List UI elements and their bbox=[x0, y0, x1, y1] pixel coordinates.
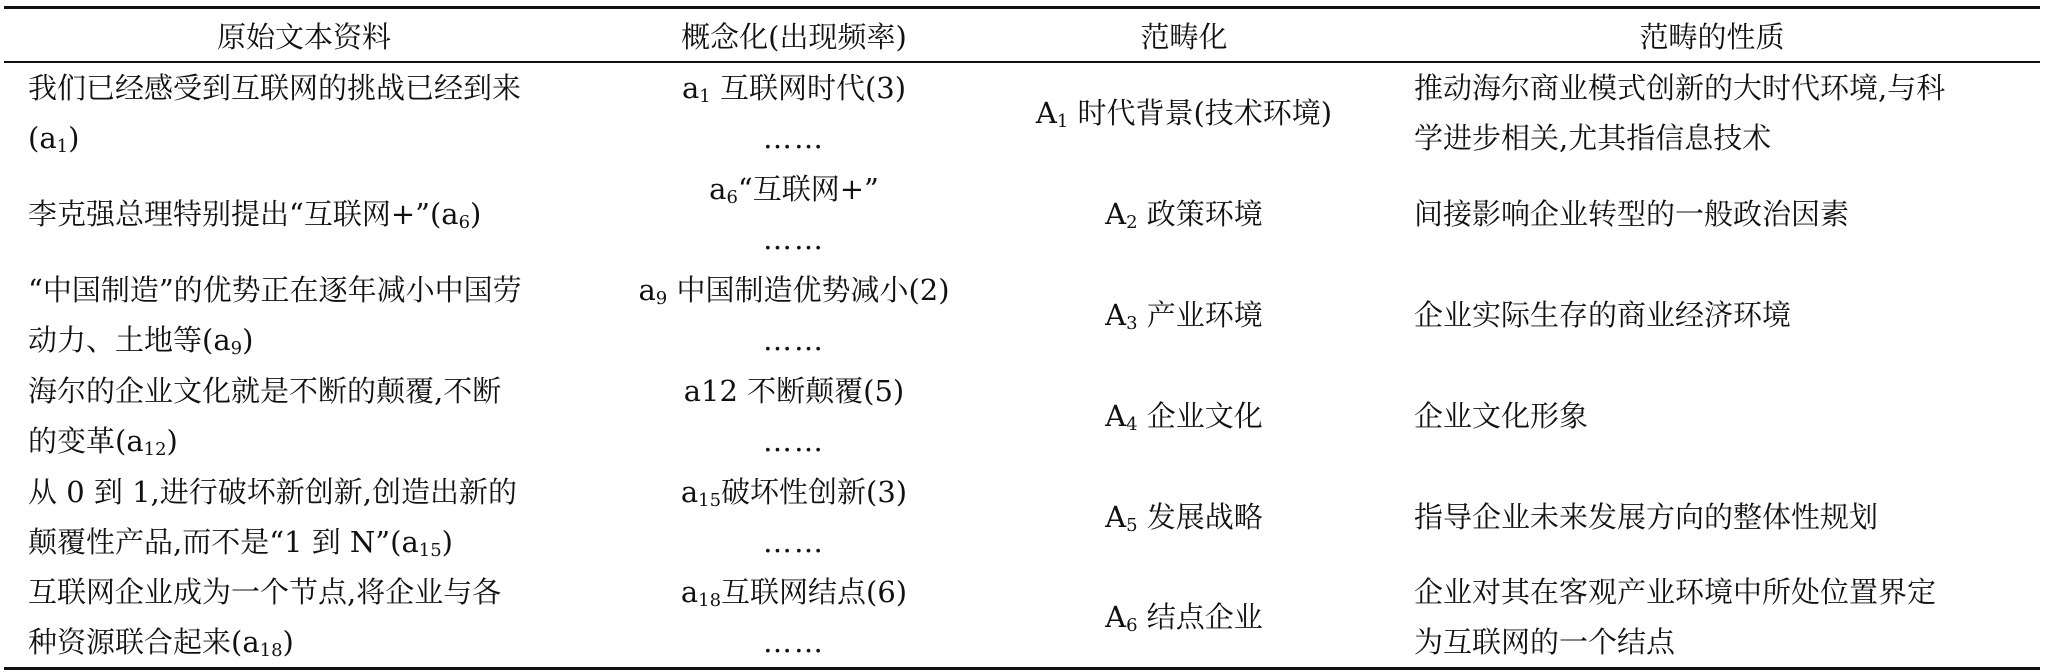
category-cell bbox=[984, 264, 1384, 365]
category-code: A bbox=[1035, 96, 1057, 130]
category-cell bbox=[984, 62, 1384, 163]
original-text-cell bbox=[4, 62, 604, 163]
category-code-subscript: 4 bbox=[1126, 413, 1138, 435]
category-code: A bbox=[1105, 398, 1127, 433]
category-code-subscript: 5 bbox=[1126, 514, 1138, 536]
header-category: 范畴化 bbox=[1140, 19, 1228, 54]
original-text-line bbox=[28, 517, 594, 567]
concept-ellipsis: …… bbox=[763, 524, 825, 559]
category-cell bbox=[984, 466, 1384, 567]
concept-label: 破坏性创新(3) bbox=[721, 474, 908, 509]
original-text-line: 海尔的企业文化就是不断的颠覆,不断 bbox=[28, 373, 502, 408]
text-code-subscript: 15 bbox=[418, 539, 442, 561]
category-label: 发展战略 bbox=[1146, 499, 1263, 534]
category-cell bbox=[984, 163, 1384, 264]
concept-cell bbox=[604, 264, 984, 365]
original-text-line: 从 0 到 1,进行破坏新创新,创造出新的 bbox=[28, 474, 517, 509]
property-cell bbox=[1384, 567, 2040, 669]
concept-line bbox=[604, 63, 984, 113]
text-code: a bbox=[39, 121, 57, 155]
property-cell bbox=[1384, 264, 2040, 365]
concept-line bbox=[604, 467, 984, 517]
table-row bbox=[4, 365, 2040, 466]
table-row bbox=[4, 567, 2040, 669]
concept-cell bbox=[604, 567, 984, 669]
text-code-subscript: 9 bbox=[230, 337, 243, 359]
property-line: 企业实际生存的商业经济环境 bbox=[1414, 297, 1792, 332]
text-code-subscript: 1 bbox=[56, 136, 69, 157]
property-line: 间接影响企业转型的一般政治因素 bbox=[1414, 196, 1850, 231]
original-text-cell bbox=[4, 466, 604, 567]
text-code: a bbox=[126, 423, 144, 458]
table-row bbox=[4, 466, 2040, 567]
coding-table bbox=[4, 6, 2040, 670]
concept-code: a12 bbox=[683, 373, 738, 408]
original-text-cell bbox=[4, 567, 604, 669]
property-line: 企业对其在客观产业环境中所处位置界定 bbox=[1414, 575, 1937, 609]
concept-ellipsis: …… bbox=[763, 221, 825, 256]
property-cell bbox=[1384, 365, 2040, 466]
concept-cell bbox=[604, 466, 984, 567]
concept-code: a bbox=[680, 474, 699, 509]
category-code-subscript: 1 bbox=[1056, 111, 1069, 132]
category-label: 结点企业 bbox=[1146, 600, 1263, 634]
original-text-tail-suffix: ) bbox=[242, 322, 254, 357]
header-concept: 概念化(出现频率) bbox=[681, 19, 907, 54]
concept-code: a bbox=[709, 171, 727, 206]
original-text-tail-suffix: ) bbox=[470, 196, 482, 231]
category-label: 时代背景(技术环境) bbox=[1077, 96, 1333, 130]
property-line: 企业文化形象 bbox=[1414, 398, 1589, 433]
concept-ellipsis: …… bbox=[763, 625, 825, 659]
category-code: A bbox=[1105, 499, 1127, 534]
table-row bbox=[4, 62, 2040, 163]
category-label: 企业文化 bbox=[1146, 398, 1263, 433]
original-text-line: 互联网企业成为一个节点,将企业与各 bbox=[28, 575, 502, 609]
original-text-tail: ( bbox=[28, 121, 40, 155]
text-code: a bbox=[441, 196, 459, 231]
concept-label: 中国制造优势减小(2) bbox=[676, 272, 950, 307]
category-code-subscript: 3 bbox=[1126, 312, 1138, 334]
concept-line bbox=[604, 567, 984, 617]
original-text-line bbox=[28, 617, 594, 667]
text-code: a bbox=[242, 625, 260, 659]
concept-ellipsis: …… bbox=[763, 121, 825, 155]
original-text-tail: 动力、土地等( bbox=[28, 322, 214, 357]
property-cell bbox=[1384, 62, 2040, 163]
property-line: 为互联网的一个结点 bbox=[1414, 625, 1676, 659]
property-cell bbox=[1384, 163, 2040, 264]
original-text-line bbox=[28, 315, 594, 365]
original-text-tail-suffix: ) bbox=[68, 121, 80, 155]
concept-ellipsis: …… bbox=[763, 423, 825, 458]
original-text-line: 我们已经感受到互联网的挑战已经到来 bbox=[28, 71, 522, 105]
concept-line bbox=[604, 265, 984, 315]
original-text-tail-suffix: ) bbox=[166, 423, 178, 458]
text-code: a bbox=[213, 322, 231, 357]
concept-label: 不断颠覆(5) bbox=[747, 373, 905, 408]
original-text-cell bbox=[4, 264, 604, 365]
original-text-line bbox=[28, 189, 594, 239]
category-code-subscript: 2 bbox=[1126, 211, 1138, 233]
original-text-tail: 颠覆性产品,而不是“1 到 N”( bbox=[28, 524, 402, 559]
header-property: 范畴的性质 bbox=[1639, 19, 1785, 54]
text-code-subscript: 18 bbox=[259, 640, 283, 661]
category-label: 政策环境 bbox=[1146, 196, 1263, 231]
category-cell bbox=[984, 567, 1384, 669]
concept-code-subscript: 15 bbox=[698, 489, 722, 511]
original-text-tail-suffix: ) bbox=[282, 625, 294, 659]
original-text-tail-suffix: ) bbox=[441, 524, 453, 559]
header-row bbox=[4, 8, 2040, 63]
original-text-cell bbox=[4, 163, 604, 264]
concept-label: 互联网时代(3) bbox=[719, 71, 907, 105]
text-code: a bbox=[401, 524, 419, 559]
original-text-line bbox=[28, 416, 594, 466]
concept-code-subscript: 6 bbox=[726, 186, 738, 208]
concept-code-subscript: 9 bbox=[655, 287, 668, 309]
table-header bbox=[4, 8, 2040, 63]
property-line: 推动海尔商业模式创新的大时代环境,与科 bbox=[1414, 71, 1946, 105]
concept-code: a bbox=[681, 71, 700, 105]
concept-ellipsis: …… bbox=[763, 322, 825, 357]
concept-code: a bbox=[638, 272, 656, 307]
concept-cell bbox=[604, 365, 984, 466]
category-label: 产业环境 bbox=[1146, 297, 1263, 332]
concept-label: 互联网结点(6) bbox=[721, 575, 908, 609]
concept-code-subscript: 1 bbox=[699, 86, 711, 107]
category-cell bbox=[984, 365, 1384, 466]
table-body bbox=[4, 62, 2040, 669]
table-row bbox=[4, 264, 2040, 365]
category-code: A bbox=[1105, 196, 1127, 231]
concept-cell bbox=[604, 62, 984, 163]
concept-cell bbox=[604, 163, 984, 264]
text-code-subscript: 6 bbox=[458, 211, 471, 233]
property-line: 学进步相关,尤其指信息技术 bbox=[1414, 121, 1772, 155]
original-text-cell bbox=[4, 365, 604, 466]
original-text-line: “中国制造”的优势正在逐年减小中国劳 bbox=[28, 272, 522, 307]
concept-line bbox=[604, 164, 984, 214]
concept-code-subscript: 18 bbox=[698, 590, 722, 611]
concept-line bbox=[604, 366, 984, 416]
original-text-tail: 种资源联合起来( bbox=[28, 625, 243, 659]
text-code-subscript: 12 bbox=[143, 438, 167, 460]
category-code: A bbox=[1105, 600, 1127, 634]
header-original-text: 原始文本资料 bbox=[216, 19, 391, 54]
original-text-tail: 的变革( bbox=[28, 423, 127, 458]
property-cell bbox=[1384, 466, 2040, 567]
table-row bbox=[4, 163, 2040, 264]
property-line: 指导企业未来发展方向的整体性规划 bbox=[1414, 499, 1879, 534]
concept-code: a bbox=[680, 575, 699, 609]
category-code-subscript: 6 bbox=[1126, 615, 1138, 636]
category-code: A bbox=[1105, 297, 1127, 332]
original-text-tail: 李克强总理特别提出“互联网+”( bbox=[28, 196, 442, 231]
original-text-line bbox=[28, 113, 594, 163]
concept-label: “互联网+” bbox=[737, 171, 879, 206]
